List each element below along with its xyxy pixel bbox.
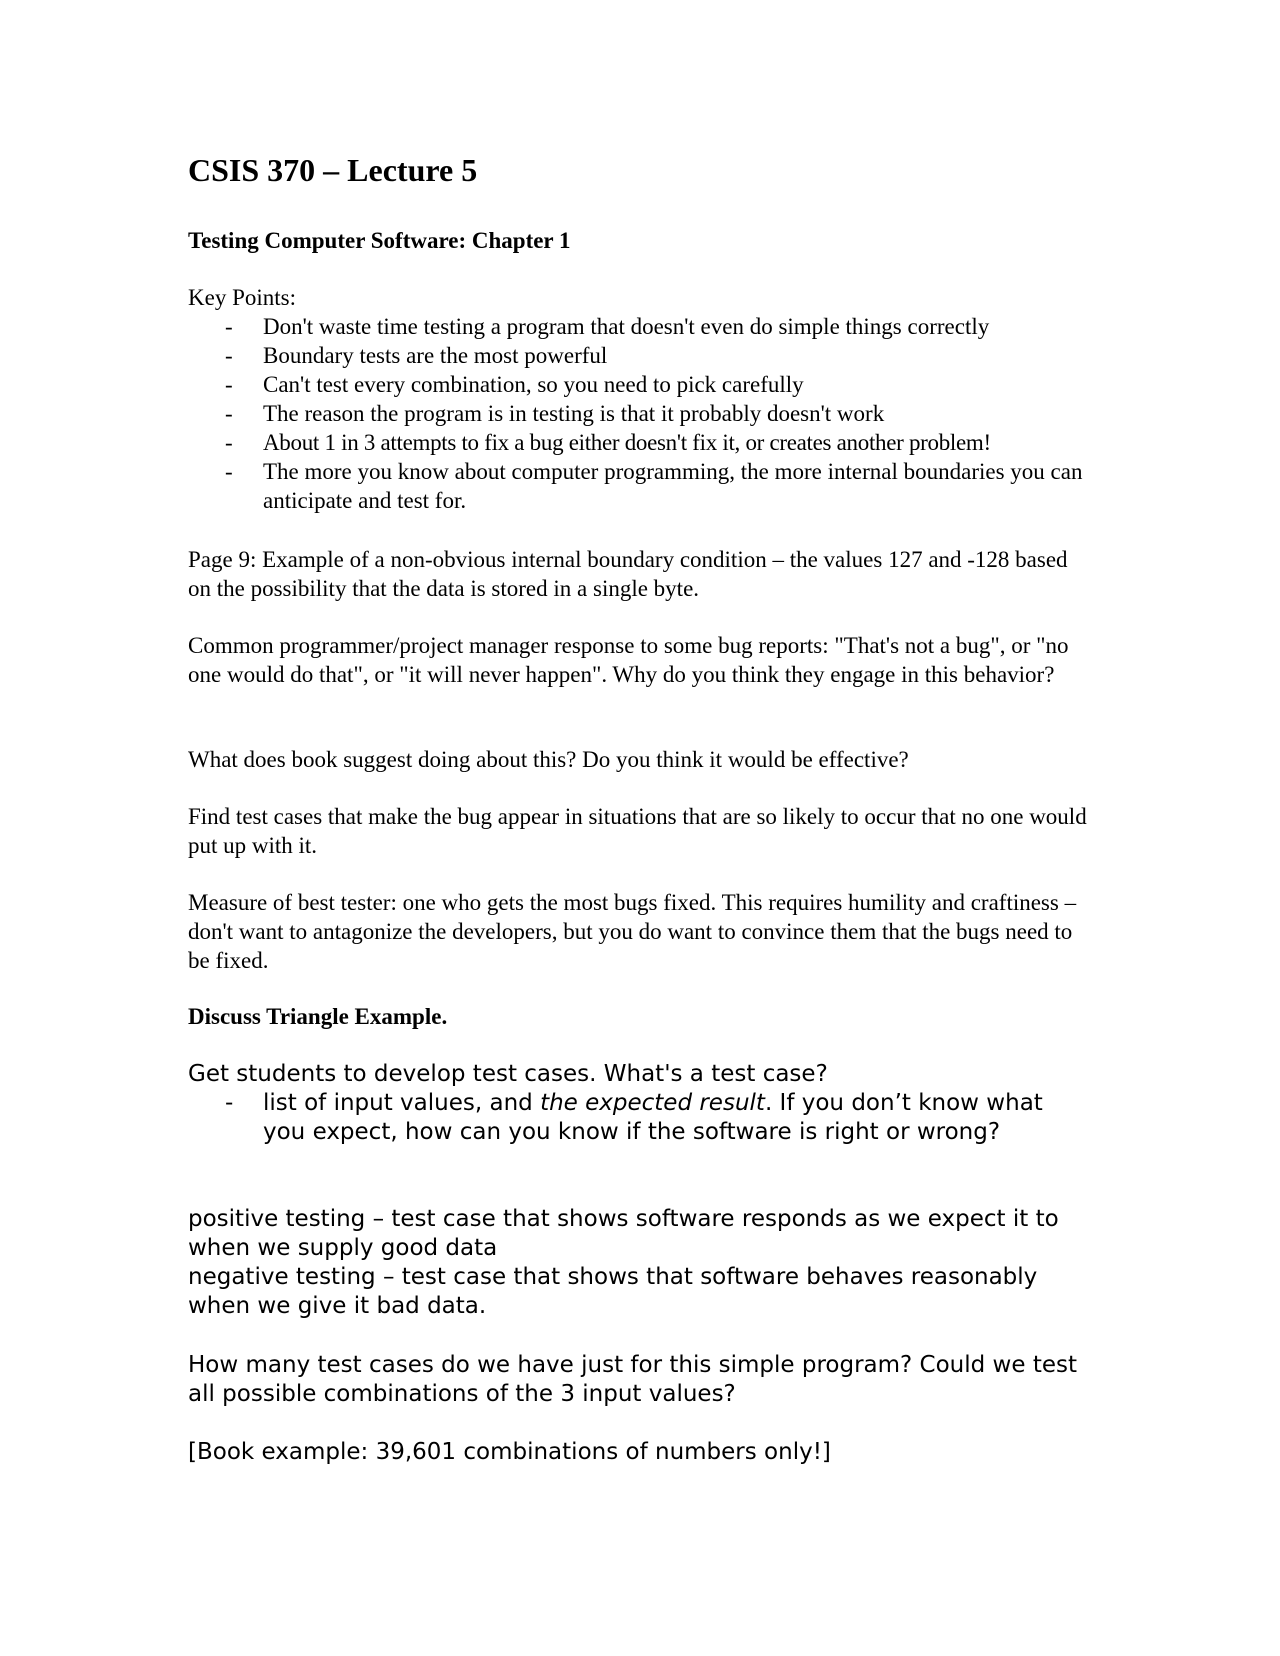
list-item <box>188 428 1088 457</box>
page-title: CSIS 370 – Lecture 5 <box>188 152 478 188</box>
paragraph-book-suggest: What does book suggest doing about this? Do you think it would be effective? <box>188 747 909 772</box>
list-item-text: The more you know about computer programming, the more internal boundaries you can anticipate and test for. <box>263 459 1083 513</box>
list-item <box>188 399 1088 428</box>
dash-bullet: - <box>225 1090 234 1116</box>
dash-bullet: - <box>225 372 233 397</box>
list-item-text: Don't waste time testing a program that doesn't even do simple things correctly <box>263 314 990 339</box>
list-item <box>188 457 1088 515</box>
dash-bullet: - <box>225 430 233 455</box>
dash-bullet: - <box>225 459 233 484</box>
test-case-section <box>188 1060 1088 1147</box>
list-item-text: . If you don’t know what you expect, how can you know if the software is right or wrong? <box>263 1090 1043 1145</box>
list-item <box>188 370 1088 399</box>
test-case-question: Get students to develop test cases. What's a test case? <box>188 1061 828 1087</box>
chapter-heading: Testing Computer Software: Chapter 1 <box>188 228 571 253</box>
book-example: [Book example: 39,601 combinations of numbers only!] <box>188 1439 831 1465</box>
triangle-heading: Discuss Triangle Example. <box>188 1004 448 1029</box>
paragraph-programmer-response: Common programmer/project manager response to some bug reports: "That's not a bug", or "no one would do that", or "it will never happen". Why do you think they engage in this behavior? <box>188 633 1069 687</box>
key-points-section <box>188 283 1088 515</box>
paragraph-find-test-cases: Find test cases that make the bug appear in situations that are so likely to occur that no one would put up with it. <box>188 804 1087 858</box>
positive-testing-definition: positive testing – test case that shows software responds as we expect it to when we supply good data <box>188 1206 1059 1261</box>
paragraph-best-tester: Measure of best tester: one who gets the most bugs fixed. This requires humility and craftiness – don't want to antagonize the developers, but you do want to convince them that the bugs need to be fixed. <box>188 890 1077 973</box>
dash-bullet: - <box>225 401 233 426</box>
list-item-text: Boundary tests are the most powerful <box>263 343 608 368</box>
dash-bullet: - <box>225 314 233 339</box>
list-item <box>188 312 1088 341</box>
list-item <box>188 341 1088 370</box>
key-points-label: Key Points: <box>188 285 296 310</box>
list-item <box>188 1089 1088 1147</box>
list-item-text: Can't test every combination, so you need to pick carefully <box>263 372 804 397</box>
key-points-list <box>188 312 1088 515</box>
paragraph-page9: Page 9: Example of a non-obvious internal boundary condition – the values 127 and -128 based on the possibility that the data is stored in a single byte. <box>188 547 1068 601</box>
how-many-question: How many test cases do we have just for this simple program? Could we test all possible combinations of the 3 input values? <box>188 1352 1078 1407</box>
testing-definitions <box>188 1205 1088 1321</box>
list-item-text: About 1 in 3 attempts to fix a bug either doesn't fix it, or creates another problem! <box>263 430 991 455</box>
list-item-text: list of input values, and <box>263 1090 541 1116</box>
emphasis-text: the expected result <box>540 1090 765 1116</box>
dash-bullet: - <box>225 343 233 368</box>
test-case-list <box>188 1089 1088 1147</box>
list-item-text: The reason the program is in testing is that it probably doesn't work <box>263 401 885 426</box>
negative-testing-definition: negative testing – test case that shows that software behaves reasonably when we give it bad data. <box>188 1264 1038 1319</box>
